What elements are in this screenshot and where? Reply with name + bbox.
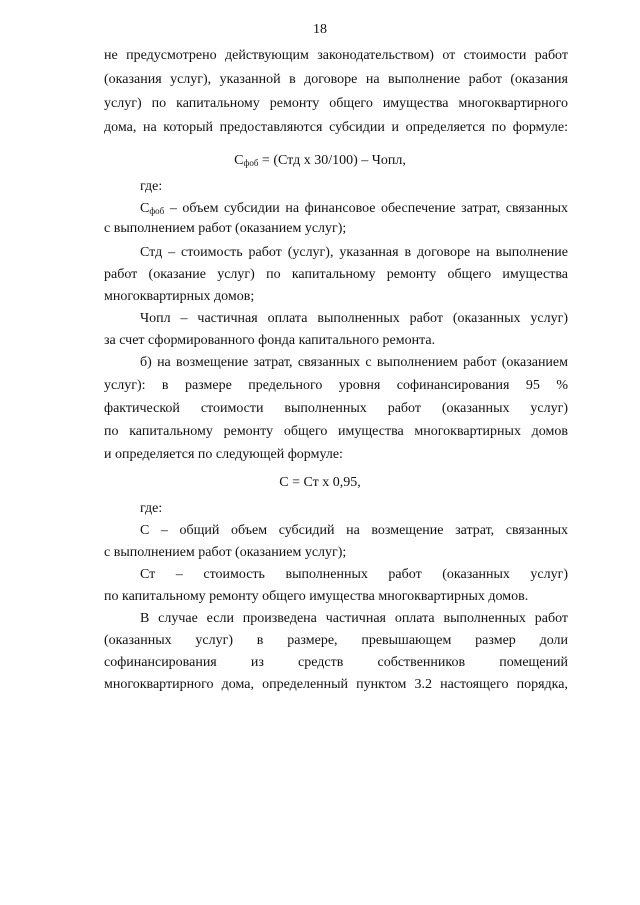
- text-line: (оказания услуг), указанной в договоре на выполнение работ (оказания: [104, 72, 568, 87]
- paragraph-line: услуг): в размере предельного уровня софинансирования 95 %: [104, 378, 568, 393]
- page-number: 18: [313, 22, 327, 37]
- formula-subsidy: $С_{фоб} = (Стд$ х 30/100) – Чопл,: [234, 153, 406, 168]
- paragraph-line: В случае если произведена частичная оплата выполненных работ: [140, 611, 568, 626]
- definition-line: Стд – стоимость работ (услуг), указанная в договоре на выполнение: [140, 245, 568, 260]
- paragraph-line: (оказанных услуг) в размере, превышающем размер доли: [104, 633, 568, 648]
- definition-line: $С_{фоб}$ – объем субсидии на финансовое обеспечение затрат, связанных: [140, 201, 568, 216]
- paragraph-line: многоквартирного дома, определенный пунктом 3.2 настоящего порядка,: [104, 677, 568, 692]
- definition-line: за счет сформированного фонда капитального ремонта.: [104, 333, 436, 348]
- text-line: дома, на который предоставляются субсидии и определяется по формуле:: [104, 120, 568, 135]
- paragraph-line: софинансирования из средств собственников помещений: [104, 655, 568, 670]
- definition-line: с выполнением работ (оказанием услуг);: [104, 545, 347, 560]
- definition-line: с выполнением работ (оказанием услуг);: [104, 221, 347, 236]
- definition-line: С – общий объем субсидий на возмещение затрат, связанных: [140, 523, 568, 538]
- where-label: где:: [140, 501, 163, 516]
- paragraph-line: фактической стоимости выполненных работ (оказанных услуг): [104, 401, 568, 416]
- paragraph-line: б) на возмещение затрат, связанных с выполнением работ (оказанием: [140, 355, 568, 370]
- definition-line: Чопл – частичная оплата выполненных работ (оказанных услуг): [140, 311, 568, 326]
- paragraph-line: и определяется по следующей формуле:: [104, 447, 343, 462]
- definition-line: многоквартирных домов;: [104, 289, 255, 304]
- definition-line: Ст – стоимость выполненных работ (оказанных услуг): [140, 567, 568, 582]
- text-line: не предусмотрено действующим законодательством) от стоимости работ: [104, 48, 568, 63]
- definition-line: работ (оказание услуг) по капитальному ремонту общего имущества: [104, 267, 568, 282]
- formula-reimbursement: С = Ст х 0,95,: [279, 475, 361, 490]
- definition-line: по капитальному ремонту общего имущества многоквартирных домов.: [104, 589, 529, 604]
- where-label: где:: [140, 179, 163, 194]
- text-line: услуг) по капитальному ремонту общего имущества многоквартирного: [104, 96, 568, 111]
- paragraph-line: по капитальному ремонту общего имущества многоквартирных домов: [104, 424, 568, 439]
